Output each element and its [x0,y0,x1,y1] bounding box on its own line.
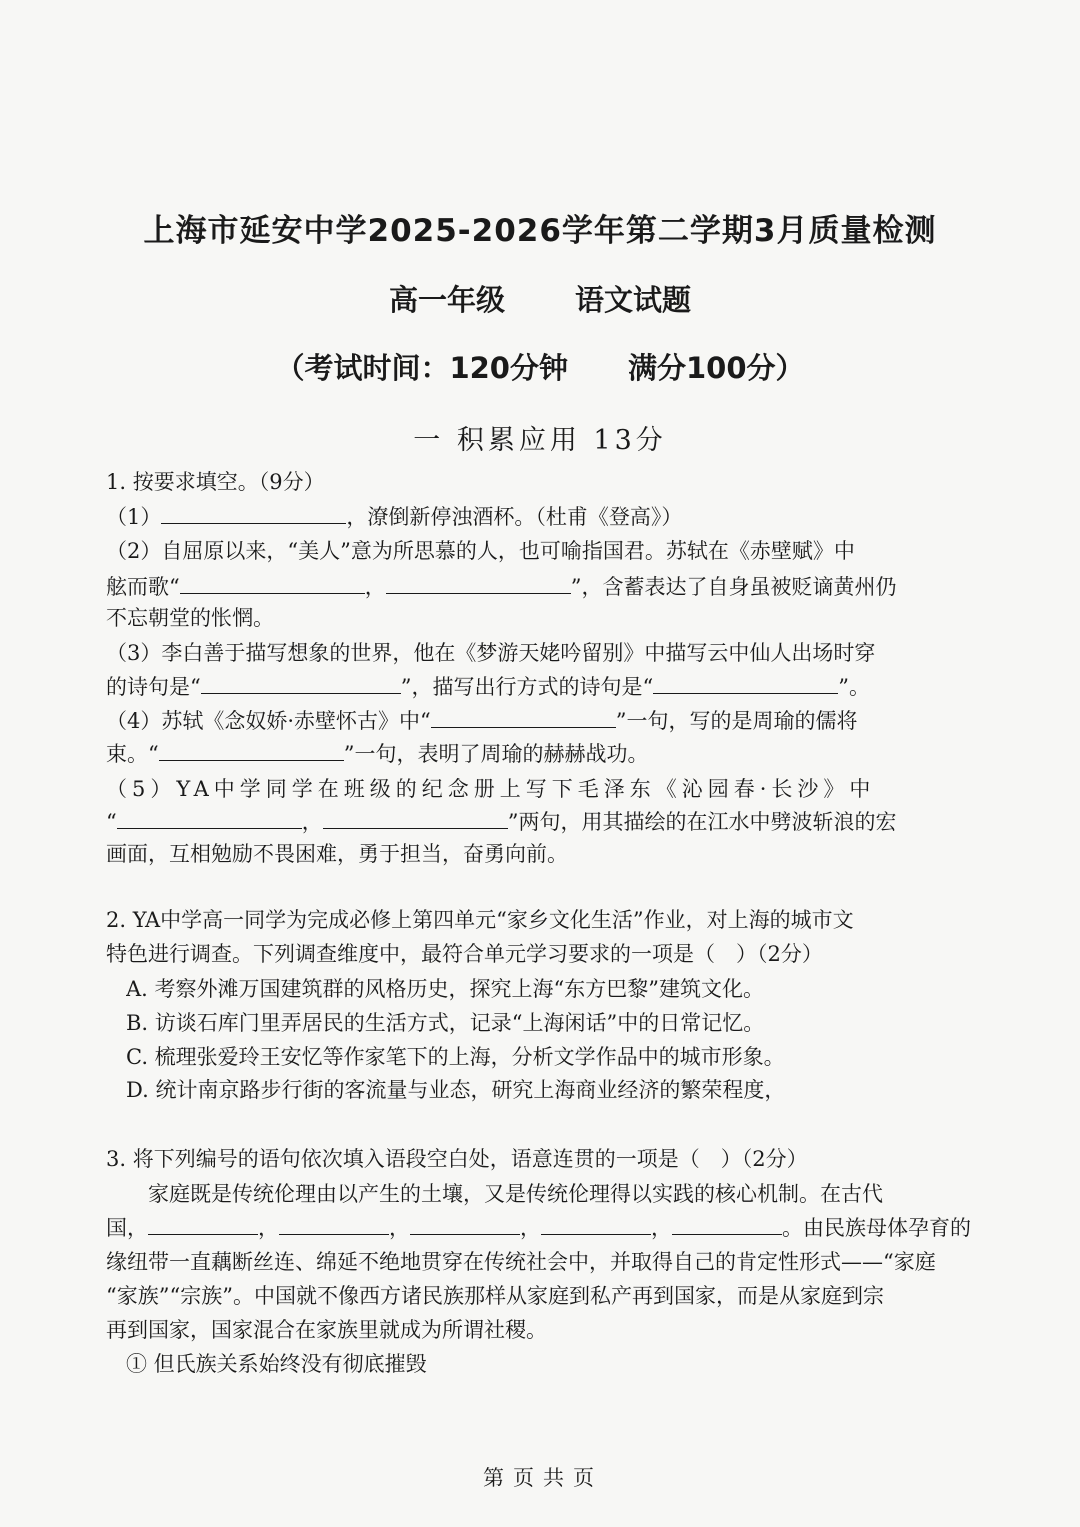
exam-info [0,346,1080,387]
page-footer [0,1462,1080,1492]
q3-passage-line5: 再到国家，国家混合在家族里就成为所谓社稷。 [106,1318,547,1342]
q1-part5-line2 [106,808,976,836]
q1-part1 [106,503,976,531]
answer-blank[interactable] [386,573,571,594]
q1-part3-line1: （3）李白善于描写想象的世界，他在《梦游天姥吟留别》中描写云中仙人出场时穿 [106,641,876,665]
q1-part2-mid: ， [364,575,386,599]
q1-part2-line1: （2）自屈原以来，“美人”意为所思慕的人，也可喻指国君。苏轼在《赤壁赋》中 [106,539,855,563]
q3-item-1: ① 但氏族关系始终没有彻底摧毁 [126,1352,427,1376]
exam-subtitle [0,278,1080,319]
q2-option-d[interactable]: D. 统计南京路步行街的客流量与业态，研究上海商业经济的繁荣程度， [126,1078,786,1102]
section-title: 一 积累应用 13分 [413,425,667,456]
q3-passage-line1: 家庭既是传统伦理由以产生的土壤，又是传统伦理得以实践的核心机制。在古代 [148,1182,883,1206]
q3-sep: ， [389,1216,410,1240]
subject-label: 语文试题 [575,283,692,317]
q1-part2-prefix: 舷而歌“ [106,575,180,599]
q3-stem: 3. 将下列编号的语句依次填入语段空白处，语意连贯的一项是（ ）（2分） [106,1147,808,1171]
footer-page-total: 页 [573,1466,597,1490]
q1-part1-prefix: （1） [106,505,162,529]
q1-part5-suffix: ”两句，用其描绘的在江水中劈波斩浪的宏 [507,810,897,834]
answer-blank[interactable] [159,740,344,761]
q2-stem-line2: 特色进行调查。下列调查维度中，最符合单元学习要求的一项是（ ）（2分） [106,942,823,966]
answer-blank[interactable] [201,673,401,694]
footer-page: 页 [513,1466,537,1490]
q1-part2-line3: 不忘朝堂的怅惘。 [106,606,274,630]
answer-blank[interactable] [653,673,838,694]
q1-part4-prefix: （4）苏轼《念奴娇·赤壁怀古》中“ [106,709,431,733]
q1-part3-suffix: ”。 [838,675,870,699]
q1-part1-suffix: ，潦倒新停浊酒杯。（杜甫《登高》） [346,505,683,529]
grade-label: 高一年级 [388,283,505,317]
q1-part3-prefix: 的诗句是“ [106,675,201,699]
q1-part5-line1: （5）YA中学同学在班级的纪念册上写下毛泽东《沁园春·长沙》中 [106,777,876,801]
answer-blank[interactable] [541,1214,651,1235]
q1-part5-mid: ， [301,810,323,834]
q3-line2-prefix: 国， [106,1216,148,1240]
q3-sep: ， [520,1216,541,1240]
answer-blank[interactable] [672,1214,782,1235]
q2-option-c[interactable]: C. 梳理张爱玲王安忆等作家笔下的上海，分析文学作品中的城市形象。 [126,1045,785,1069]
exam-time: （考试时间：120分钟 [275,351,568,385]
q1-part4-suffix: ”一句，写的是周瑜的儒将 [615,709,858,733]
answer-blank[interactable] [431,707,616,728]
q1-part2-suffix: ”，含蓄表达了自身虽被贬谪黄州仍 [570,575,897,599]
q1-part4b-prefix: 束。“ [106,742,159,766]
q2-stem-line1: 2. YA中学高一同学为完成必修上第四单元“家乡文化生活”作业，对上海的城市文 [106,908,854,932]
q1-part5-line3: 画面，互相勉励不畏困难，勇于担当，奋勇向前。 [106,842,568,866]
q2-option-b[interactable]: B. 访谈石库门里弄居民的生活方式，记录“上海闲话”中的日常记忆。 [126,1011,765,1035]
exam-score: 满分100分） [628,351,805,385]
q1-stem: 1. 按要求填空。（9分） [106,470,325,494]
q1-part2-line2 [106,573,976,601]
q1-part4-line2 [106,740,976,768]
answer-blank[interactable] [323,808,508,829]
q3-sep: ， [258,1216,279,1240]
footer-gong: 共 [543,1466,567,1490]
answer-blank[interactable] [148,1214,258,1235]
answer-blank[interactable] [410,1214,520,1235]
q3-passage-line2 [106,1214,976,1242]
q1-part4b-suffix: ”一句，表明了周瑜的赫赫战功。 [343,742,649,766]
footer-di: 第 [483,1466,507,1490]
q2-option-a[interactable]: A. 考察外滩万国建筑群的风格历史，探究上海“东方巴黎”建筑文化。 [126,977,764,1001]
q1-part5-prefix: “ [106,810,117,834]
q1-part3-mid: ”，描写出行方式的诗句是“ [400,675,654,699]
answer-blank[interactable] [117,808,302,829]
q1-part4-line1 [106,707,976,735]
q1-part3-line2 [106,673,976,701]
q3-sep: ， [651,1216,672,1240]
answer-blank[interactable] [279,1214,389,1235]
exam-title: 上海市延安中学2025-2026学年第二学期3月质量检测 [143,213,937,249]
answer-blank[interactable] [180,573,365,594]
q3-line2-suffix: 。由民族母体孕育的 [782,1216,971,1240]
answer-blank[interactable] [161,503,346,524]
q3-passage-line3: 缘纽带一直藕断丝连、绵延不绝地贯穿在传统社会中，并取得自己的肯定性形式——“家庭 [106,1250,936,1274]
q3-passage-line4: “家族”“宗族”。中国就不像西方诸民族那样从家庭到私产再到国家，而是从家庭到宗 [106,1284,884,1308]
